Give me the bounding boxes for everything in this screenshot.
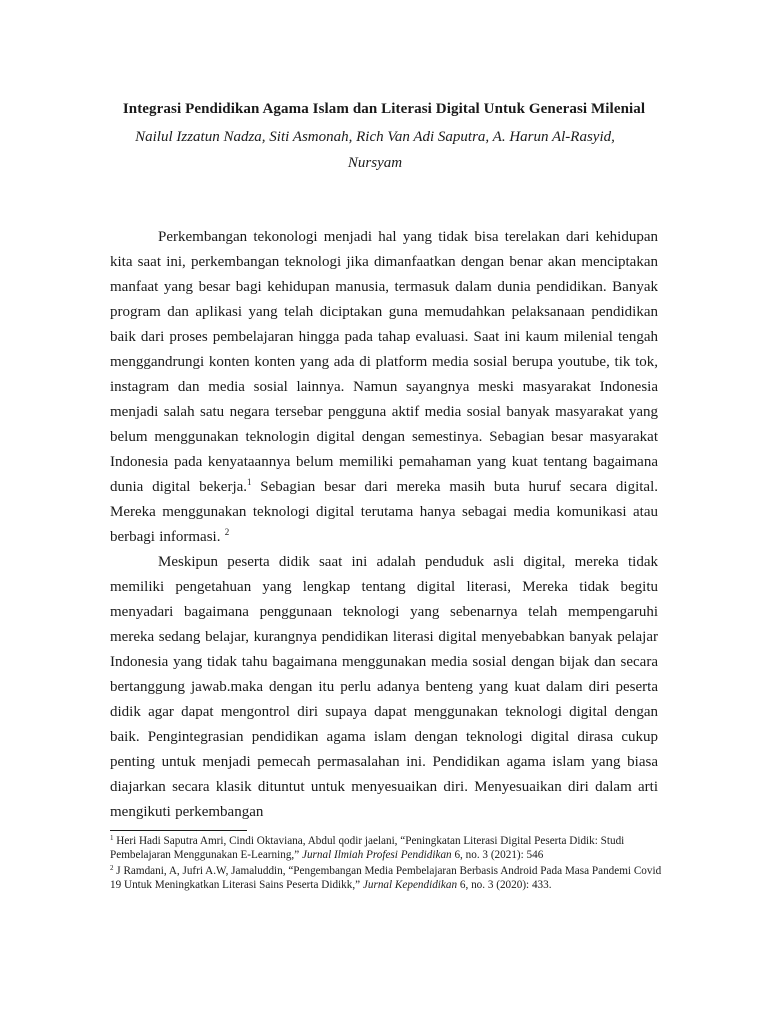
- footnote-text: J Ramdani, A, Jufri A.W, Jamaluddin, “Pengembangan Media Pembelajaran Berbasis Android Pada Masa Pandemi Covid 19 Untuk Meningkatkan Literasi Sains Peserta Didikk,”: [110, 865, 662, 891]
- footnote-1: [110, 834, 662, 862]
- footnote-number: 2: [110, 864, 114, 872]
- footnote-ref-2[interactable]: 2: [224, 527, 230, 537]
- footnote-ref-1[interactable]: 1: [247, 477, 252, 487]
- footnote-separator: [110, 830, 247, 831]
- footnotes: [110, 834, 662, 894]
- paragraph-1: [110, 225, 658, 550]
- document-title: Integrasi Pendidikan Agama Islam dan Literasi Digital Untuk Generasi Milenial: [122, 101, 646, 117]
- paragraph-1-text-cont: Sebagian besar dari mereka masih buta huruf secara digital. Mereka menggunakan teknologi digital terutama hanya sebagai media komunikasi atau berbagi informasi.: [110, 479, 658, 545]
- footnote-journal: Jurnal Ilmiah Profesi Pendidikan: [301, 849, 452, 861]
- footnote-citation: 6, no. 3 (2021): 546: [451, 849, 544, 861]
- footnote-2: [110, 864, 662, 892]
- footnote-citation: 6, no. 3 (2020): 433.: [457, 879, 552, 891]
- paragraph-1-text: Perkembangan tekonologi menjadi hal yang tidak bisa terelakan dari kehidupan kita saat ini, perkembangan teknologi jika dimanfaatkan dengan benar akan menciptakan manfaat yang besar bagi kehidupan manusia, termasuk dalam dunia pendidikan. Banyak program dan aplikasi yang telah diciptakan guna memudahkan pelaksanaan pendidikan baik dari proses pembelajaran hingga pada tahap evaluasi. Saat ini kaum milenial tengah menggandrungi konten konten yang ada di platform media sosial berupa youtube, tik tok, instagram dan media sosial lainnya. Namun sayangnya meski masyarakat Indonesia menjadi salah satu negara tersebar pengguna aktif media sosial banyak masyarakat yang belum menggunakan teknologin digital dengan semestinya. Sebagian besar masyarakat Indonesia pada kenyataannya belum memiliki pemahaman yang kuat tentang bagaimana dunia digital bekerja.: [110, 229, 658, 495]
- footnote-number: 1: [110, 834, 114, 842]
- footnote-text: Heri Hadi Saputra Amri, Cindi Oktaviana, Abdul qodir jaelani, “Peningkatan Literasi Digital Peserta Didik: Studi Pembelajaran Menggunakan E-Learning,”: [110, 835, 625, 861]
- author-list: [110, 124, 640, 176]
- body-text: [110, 225, 658, 825]
- paragraph-2: Meskipun peserta didik saat ini adalah penduduk asli digital, mereka tidak memiliki pengetahuan yang lengkap tentang digital literasi, Mereka tidak begitu menyadari bagaimana penggunaan teknologi yang sebenarnya telah mempengaruhi mereka sedang belajar, kurangnya pendidikan literasi digital menyebabkan banyak pelajar Indonesia yang tidak tahu bagaimana menggunakan media sosial dengan bijak dan secara bertanggung jawab.maka dengan itu perlu adanya benteng yang kuat dalam diri peserta didik agar dapat mengontrol diri supaya dapat menggunakan teknologi digital dengan baik. Pengintegrasian pendidikan agama islam dengan teknologi digital dirasa cukup penting untuk menjadi pemecah permasalahan ini. Pendidikan agama islam yang biasa diajarkan secara klasik dituntut untuk menyesuaikan diri. Menyesuaikan diri dalam arti mengikuti perkembangan: [110, 554, 658, 820]
- author-line-2: Nursyam: [347, 155, 403, 171]
- footnote-journal: Jurnal Kependidikan: [362, 879, 458, 891]
- author-line-1: Nailul Izzatun Nadza, Siti Asmonah, Rich Van Adi Saputra, A. Harun Al-Rasyid,: [135, 129, 615, 145]
